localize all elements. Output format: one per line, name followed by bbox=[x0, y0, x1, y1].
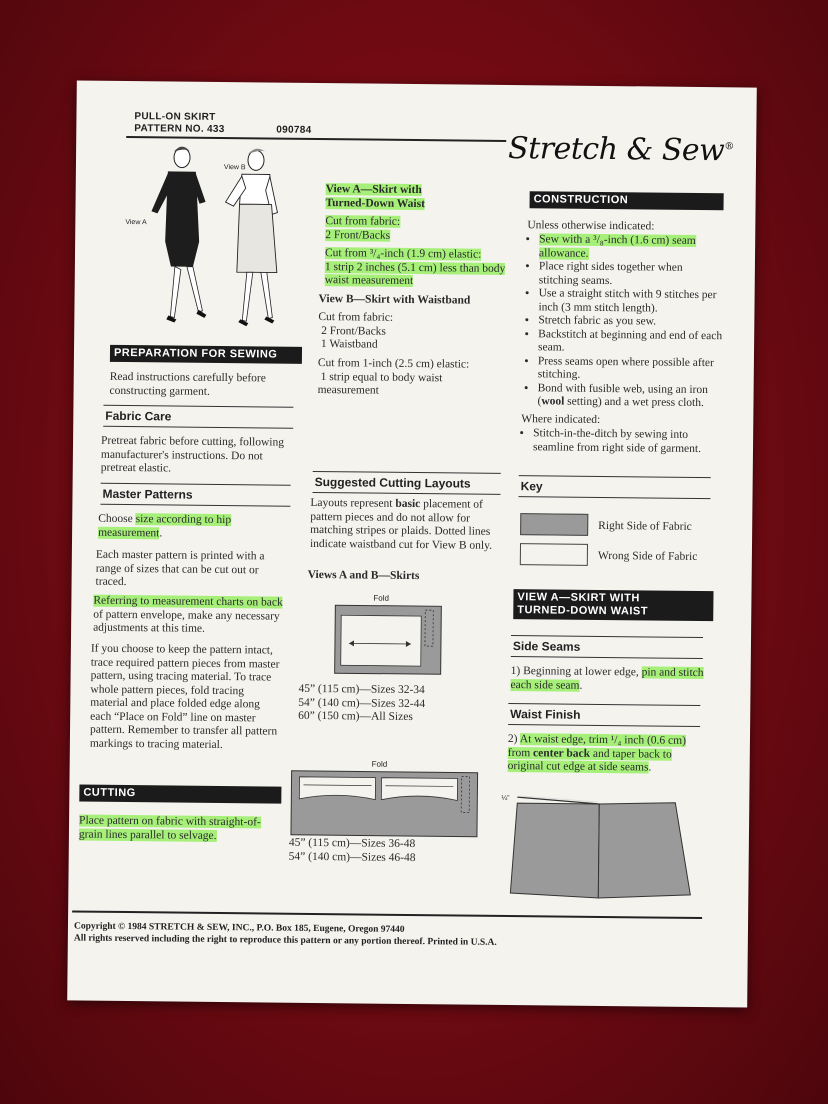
cutting-layouts-intro: Layouts represent basic placement of pattern pieces and do not allow for matching stripes or plaids. Dotted lines indicate waistband cut for View B only. bbox=[309, 496, 493, 552]
copyright-line: Copyright © 1984 STRETCH & SEW, INC., P.O. Box 185, Eugene, Oregon 97440 bbox=[73, 921, 405, 935]
pattern-number: PATTERN NO. 433 bbox=[134, 123, 225, 136]
trim-mark-label: ¼” bbox=[501, 794, 510, 803]
construction-list bbox=[525, 233, 723, 411]
fabric-care-heading: Fabric Care bbox=[103, 405, 293, 429]
master-patterns-p4: If you choose to keep the pattern intact, trace required pattern pieces from master pattern, using tracing material. To trace whole pattern pieces, fold tracing material and place folded edge along each “Place on Fold” line on master pattern. Remember to transfer all pattern markings to tracing material. bbox=[89, 642, 280, 751]
skirt-panels-drawing bbox=[498, 793, 705, 903]
cutting-layouts-heading: Suggested Cutting Layouts bbox=[313, 471, 501, 495]
construction-ditch-list bbox=[521, 427, 717, 456]
key-heading: Key bbox=[518, 475, 710, 499]
fold-label-2: Fold bbox=[371, 759, 388, 769]
layout-1-size-line: 45” (115 cm)—Sizes 32-34 bbox=[298, 682, 425, 697]
fabric-care-text: Pretreat fabric before cutting, following manufacturer's instructions. Do not pretreat elastic. bbox=[100, 434, 285, 475]
view-b-label: View B bbox=[223, 164, 246, 172]
master-patterns-p2: Each master pattern is printed with a range of sizes that can be cut out or traced. bbox=[95, 548, 265, 589]
waist-finish-heading: Waist Finish bbox=[508, 703, 700, 727]
preparation-intro: Read instructions carefully before constructing garment. bbox=[109, 370, 266, 398]
layout-2-drawing bbox=[289, 769, 482, 841]
construction-bullet: • Backstitch at beginning and end of each seam. bbox=[538, 328, 722, 357]
layout-1-sizes bbox=[298, 683, 498, 726]
right-side-swatch bbox=[520, 513, 588, 536]
skirt-diagram bbox=[498, 793, 705, 903]
view-b-cut-elastic: Cut from 1-inch (2.5 cm) elastic: 1 strip equal to body waist measurement bbox=[317, 357, 470, 397]
master-patterns-p1: Choose size according to hip measurement. bbox=[98, 512, 232, 539]
rights-line: All rights reserved including the right to reproduce this pattern or any portion thereof. Printed in U.S.A. bbox=[73, 933, 497, 948]
pattern-name: PULL-ON SKIRT bbox=[134, 111, 216, 123]
construction-bullet: • Place right sides together when stitching seams. bbox=[539, 260, 723, 289]
cutting-layout-1 bbox=[333, 593, 446, 674]
footer-rule bbox=[72, 910, 702, 919]
master-patterns-p3: Referring to measurement charts on back of pattern envelope, make any necessary adjustments at this time. bbox=[93, 594, 283, 635]
construction-bullet: • Stitch-in-the-ditch by sewing into seamline from right side of garment. bbox=[533, 427, 717, 456]
construction-bullet: • Bond with fusible web, using an iron (wool setting) and a wet press cloth. bbox=[537, 382, 721, 411]
cutting-layout-2 bbox=[289, 759, 482, 841]
master-patterns-heading: Master Patterns bbox=[100, 483, 290, 507]
brand-logo: Stretch & Sew® bbox=[507, 130, 734, 169]
construction-bullet: • Stretch fabric as you sew. bbox=[538, 314, 722, 329]
preparation-heading: PREPARATION FOR SEWING bbox=[110, 345, 302, 364]
wrong-side-swatch bbox=[520, 543, 588, 566]
view-a-cut-fabric: Cut from fabric: 2 Front/Backs bbox=[325, 215, 401, 242]
layout-2-sizes bbox=[289, 837, 489, 866]
construction-bullet: • Press seams open where possible after stitching. bbox=[538, 355, 722, 384]
cutting-text: Place pattern on fabric with straight-of-grain lines parallel to selvage. bbox=[78, 814, 261, 842]
view-b-heading: View B—Skirt with Waistband bbox=[318, 293, 471, 307]
fold-label-1: Fold bbox=[373, 593, 390, 603]
waist-finish-step: 2) At waist edge, trim ¹/₄ inch (0.6 cm) from center back and taper back to original cut edge at side seams. bbox=[507, 733, 687, 774]
view-b-cut-fabric: Cut from fabric: 2 Front/Backs 1 Waistband bbox=[318, 311, 394, 351]
footer bbox=[74, 920, 497, 948]
pattern-code: 090784 bbox=[276, 124, 312, 136]
construction-bullet: • Use a straight stitch with 9 stitches per inch (3 mm stitch length). bbox=[538, 287, 722, 316]
views-a-b-label: Views A and B—Skirts bbox=[307, 568, 420, 583]
side-seams-step: 1) Beginning at lower edge, pin and stitch each side seam. bbox=[510, 665, 704, 692]
fashion-illustration bbox=[120, 141, 302, 343]
layout-2-size-line: 54” (140 cm)—Sizes 46-48 bbox=[288, 850, 416, 864]
layout-1-size-line: 60” (150 cm)—All Sizes bbox=[298, 709, 413, 724]
layout-1-drawing bbox=[333, 603, 446, 676]
right-side-label: Right Side of Fabric bbox=[598, 519, 692, 533]
construction-heading: CONSTRUCTION bbox=[530, 191, 724, 210]
models-drawing bbox=[120, 141, 302, 343]
layout-1-size-line: 54” (140 cm)—Sizes 32-44 bbox=[298, 696, 426, 710]
construction-intro: Unless otherwise indicated: bbox=[527, 219, 655, 233]
cutting-heading: CUTTING bbox=[79, 785, 281, 804]
construction-bullet: • Sew with a ³/₈-inch (1.6 cm) seam allowance. bbox=[539, 233, 723, 262]
wrong-side-label: Wrong Side of Fabric bbox=[597, 549, 698, 563]
view-a-label: View A bbox=[125, 218, 147, 227]
view-a-heading: View A—Skirt with Turned-Down Waist bbox=[325, 183, 426, 210]
view-a-steps-heading: VIEW A—SKIRT WITH TURNED-DOWN WAIST bbox=[513, 589, 713, 621]
view-a-cut-elastic: Cut from ³/₄-inch (1.9 cm) elastic: 1 strip 2 inches (5.1 cm) less than body waist measurement bbox=[324, 247, 506, 287]
pattern-instruction-sheet bbox=[67, 80, 757, 1007]
side-seams-heading: Side Seams bbox=[511, 635, 703, 659]
construction-where: Where indicated: bbox=[521, 413, 601, 426]
layout-2-size-line: 45” (115 cm)—Sizes 36-48 bbox=[288, 836, 416, 851]
